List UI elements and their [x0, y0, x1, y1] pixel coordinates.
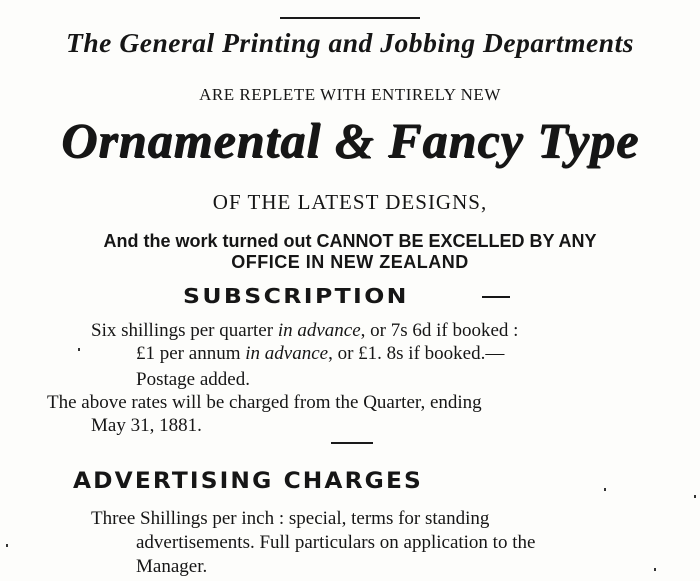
sub-line1-a: Six shillings per quarter	[91, 320, 278, 341]
speck	[604, 488, 606, 491]
subscription-line-2	[136, 343, 504, 364]
top-rule	[280, 17, 420, 19]
latest-designs-line: OF THE LATEST DESIGNS,	[212, 190, 488, 214]
speck	[78, 348, 80, 351]
speck	[6, 544, 8, 547]
advertising-title: ADVERTISING CHARGES	[73, 469, 423, 494]
heading-printing-departments: The General Printing and Jobbing Departments	[66, 28, 634, 58]
sub-line1-b: in advance	[277, 320, 361, 341]
subscription-line-3: Postage added.	[136, 369, 250, 390]
speck	[654, 568, 656, 571]
subscription-title: SUBSCRIPTION	[183, 284, 409, 308]
subscription-line-4: The above rates will be charged from the Quarter, ending	[47, 392, 482, 413]
subscription-dash	[482, 296, 510, 298]
replete-line: ARE REPLETE WITH ENTIRELY NEW	[199, 85, 501, 104]
subscription-line-5: May 31, 1881.	[91, 415, 202, 436]
work-line-1: And the work turned out CANNOT BE EXCELLED BY ANY	[103, 231, 597, 251]
middle-rule	[331, 442, 373, 444]
subscription-line-1	[91, 320, 518, 341]
advertising-line-2: advertisements. Full particulars on application to the	[136, 532, 536, 553]
work-line-2: OFFICE IN NEW ZEALAND	[231, 252, 469, 272]
advertising-line-3: Manager.	[136, 556, 208, 577]
sub-line2-b: in advance	[245, 343, 329, 364]
ornamental-type-title: Ornamental & Fancy Type	[60, 112, 640, 168]
sub-line2-a: £1 per annum	[136, 343, 246, 364]
sub-line1-c: , or 7s 6d if booked :	[360, 320, 519, 341]
speck	[694, 495, 696, 498]
sub-line2-c: , or £1. 8s if booked.—	[328, 343, 505, 364]
advertising-line-1: Three Shillings per inch : special, terms for standing	[91, 508, 490, 529]
